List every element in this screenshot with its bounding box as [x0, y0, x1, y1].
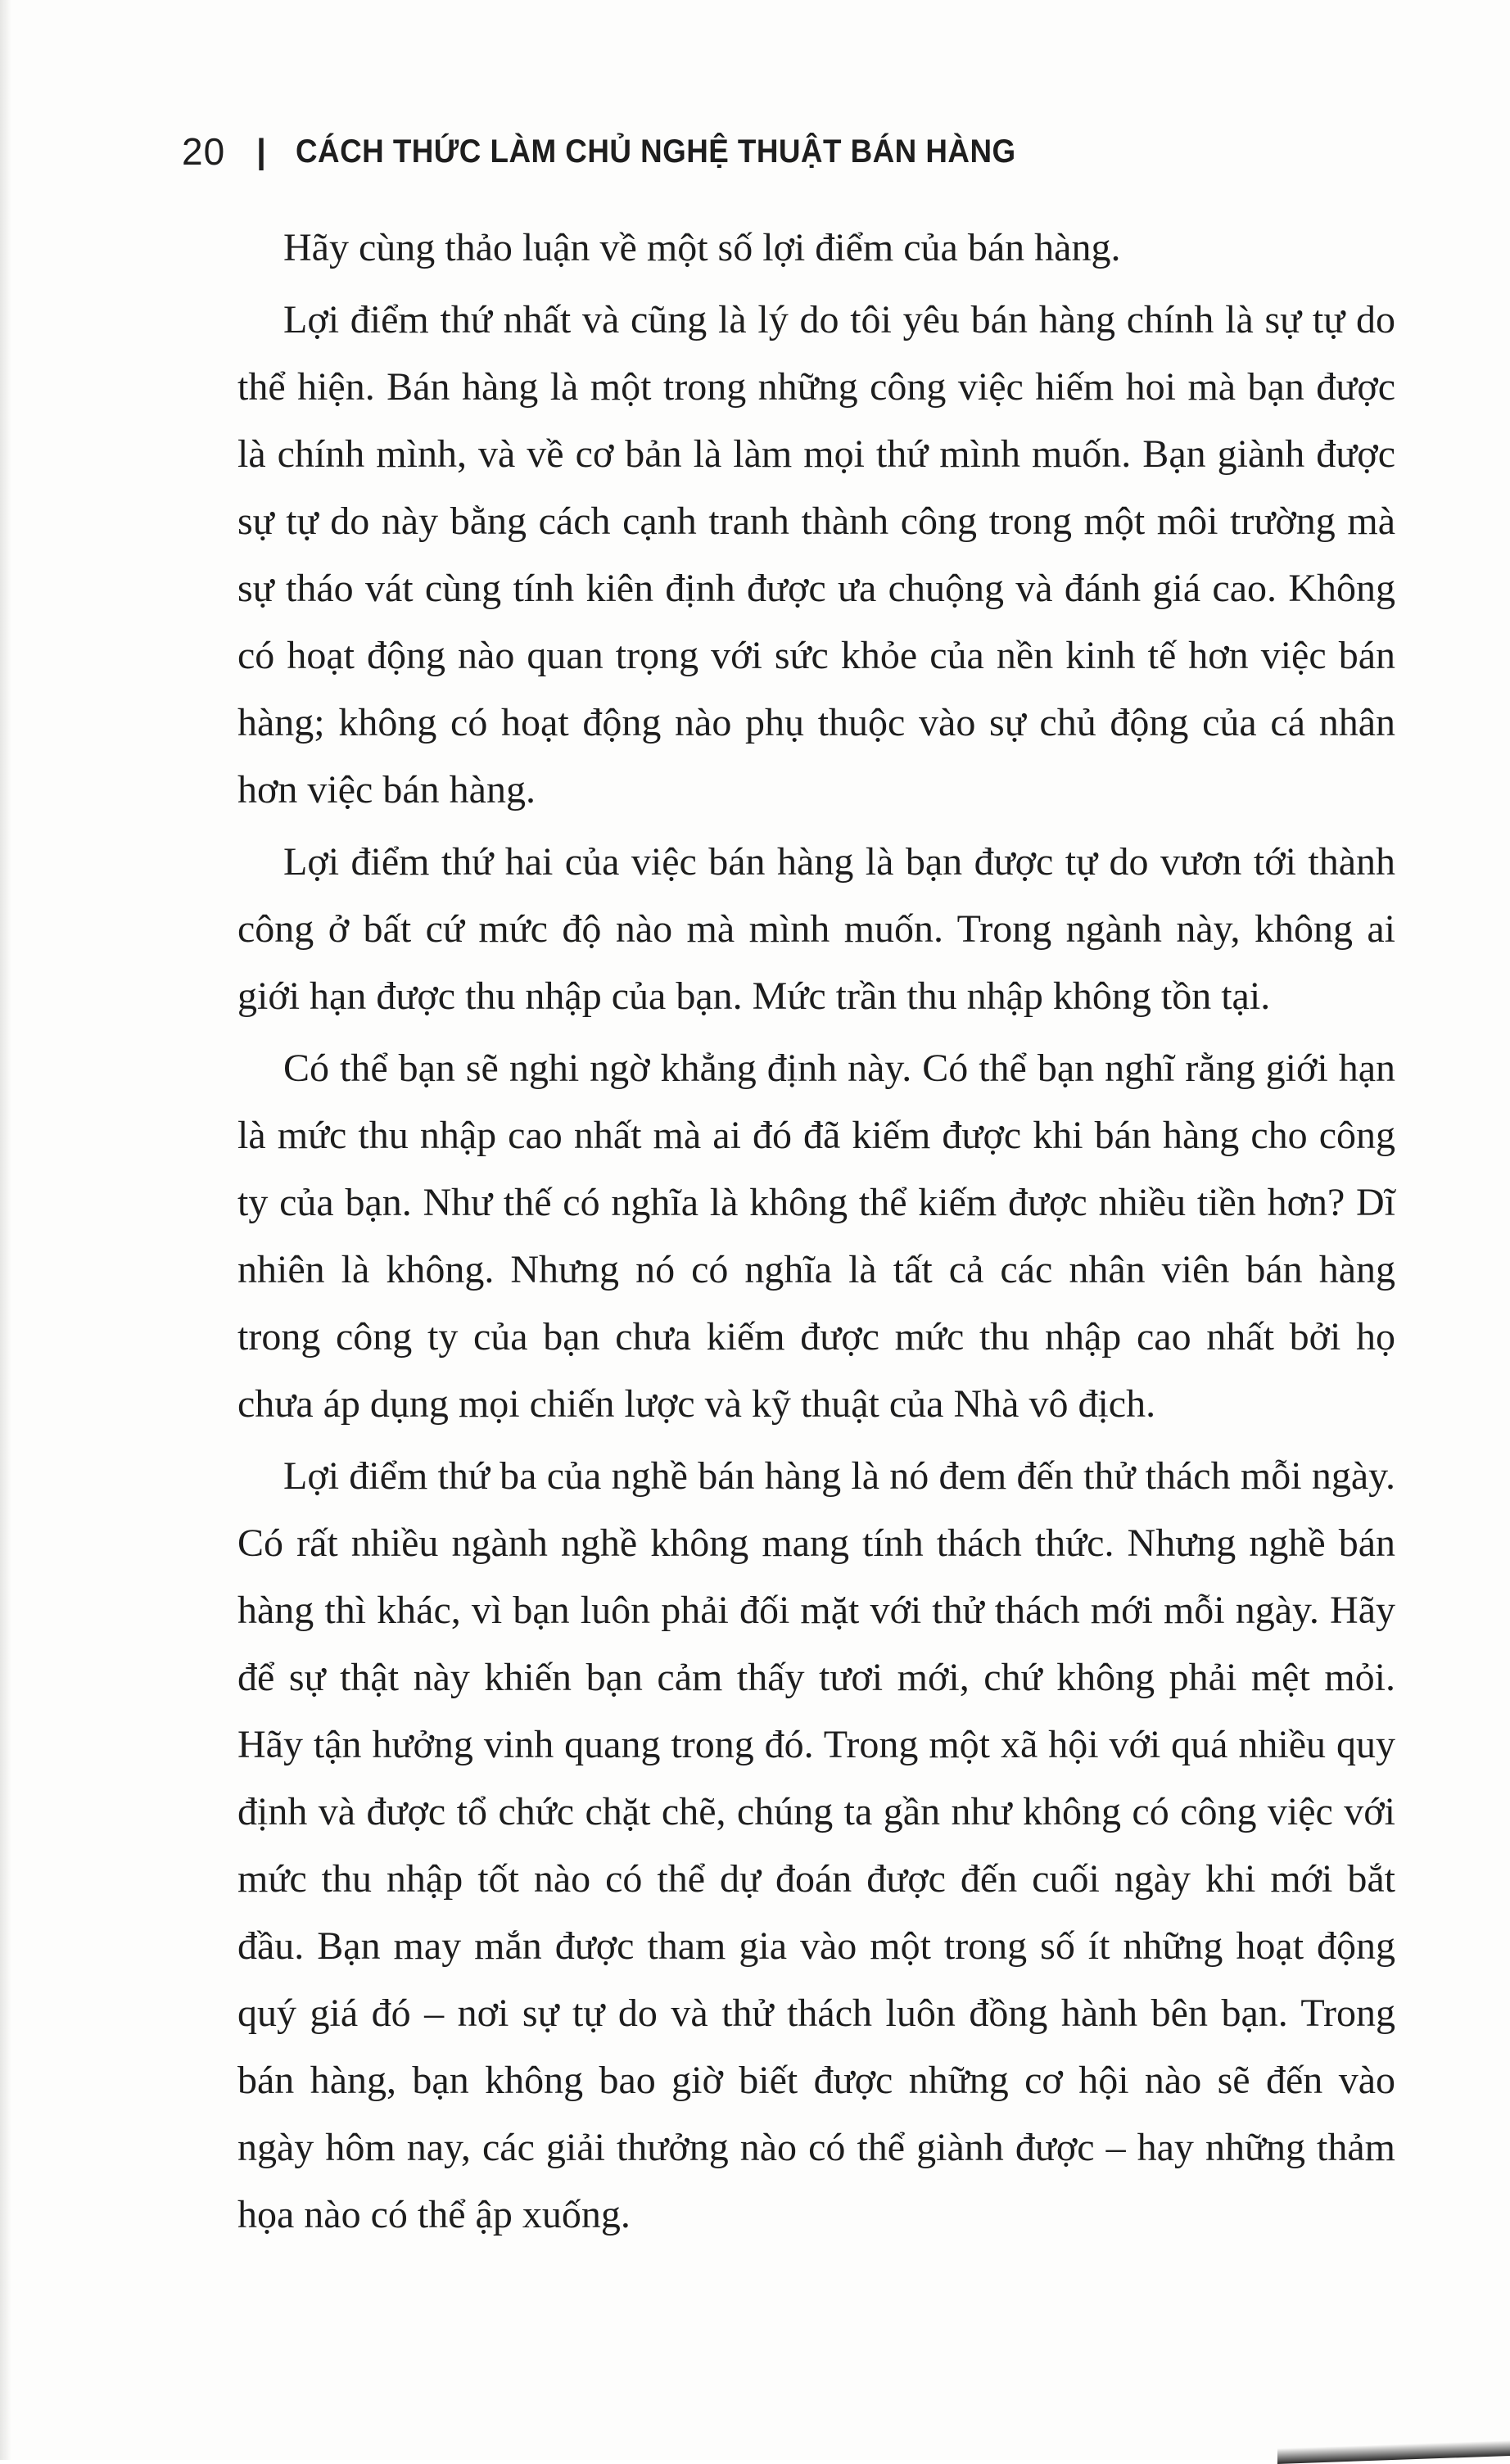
running-header	[182, 129, 1078, 174]
body-text	[237, 215, 1395, 2254]
page-edge-shadow	[1277, 2440, 1510, 2464]
paragraph-doubt: Có thể bạn sẽ nghi ngờ khẳng định này. Có thể bạn nghĩ rằng giới hạn là mức thu nhập cao nhất mà ai đó đã kiếm được khi bán hàng cho công ty của bạn. Như thế có nghĩa là không thể kiếm được nhiều tiền hơn? Dĩ nhiên là không. Nhưng nó có nghĩa là tất cả các nhân viên bán hàng trong công ty của bạn chưa kiếm được mức thu nhập cao nhất bởi họ chưa áp dụng mọi chiến lược và kỹ thuật của Nhà vô địch.	[237, 1047, 1395, 1426]
paragraph-first-advantage: Lợi điểm thứ nhất và cũng là lý do tôi yêu bán hàng chính là sự tự do thể hiện. Bán hàng là một trong những công việc hiếm hoi mà bạn được là chính mình, và về cơ bản là làm mọi thứ mình muốn. Bạn giành được sự tự do này bằng cách cạnh tranh thành công trong một môi trường mà sự tháo vát cùng tính kiên định được ưa chuộng và đánh giá cao. Không có hoạt động nào quan trọng với sức khỏe của nền kinh tế hơn việc bán hàng; không có hoạt động nào phụ thuộc vào sự chủ động của cá nhân hơn việc bán hàng.	[237, 298, 1395, 812]
header-separator: |	[256, 132, 266, 170]
page-number: 20	[182, 130, 226, 173]
paragraph-second-advantage: Lợi điểm thứ hai của việc bán hàng là bạn được tự do vươn tới thành công ở bất cứ mức độ nào mà mình muốn. Trong ngành này, không ai giới hạn được thu nhập của bạn. Mức trần thu nhập không tồn tại.	[237, 840, 1395, 1018]
book-title: CÁCH THỨC LÀM CHỦ NGHỆ THUẬT BÁN HÀNG	[295, 133, 1016, 170]
paragraph-third-advantage: Lợi điểm thứ ba của nghề bán hàng là nó đem đến thử thách mỗi ngày. Có rất nhiều ngành nghề không mang tính thách thức. Nhưng nghề bán hàng thì khác, vì bạn luôn phải đối mặt với thử thách mới mỗi ngày. Hãy để sự thật này khiến bạn cảm thấy tươi mới, chứ không phải mệt mỏi. Hãy tận hưởng vinh quang trong đó. Trong một xã hội với quá nhiều quy định và được tổ chức chặt chẽ, chúng ta gần như không có công việc với mức thu nhập tốt nào có thể dự đoán được đến cuối ngày khi mới bắt đầu. Bạn may mắn được tham gia vào một trong số ít những hoạt động quý giá đó – nơi sự tự do và thử thách luôn đồng hành bên bạn. Trong bán hàng, bạn không bao giờ biết được những cơ hội nào sẽ đến vào ngày hôm nay, các giải thưởng nào có thể giành được – hay những thảm họa nào có thể ập xuống.	[237, 1454, 1395, 2236]
paragraph-intro: Hãy cùng thảo luận về một số lợi điểm của bán hàng.	[283, 226, 1121, 269]
binding-shadow	[0, 0, 11, 2460]
